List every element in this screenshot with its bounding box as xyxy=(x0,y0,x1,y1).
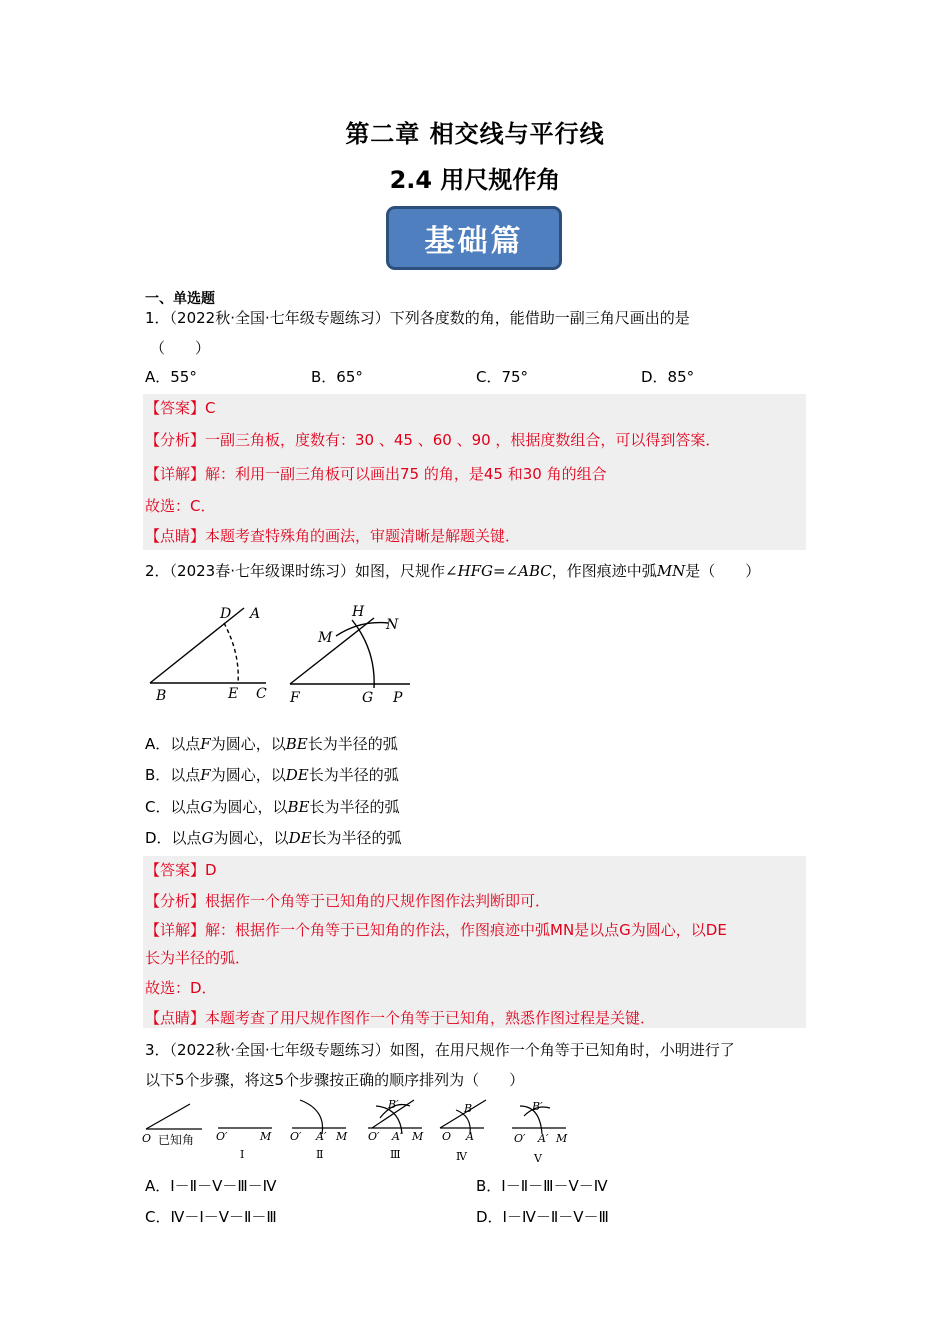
q2-stem-math: ∠HFG=∠ABC xyxy=(445,562,552,580)
q1-detail: 【详解】解：利用一副三角板可以画出75 的角，是45 和30 角的组合 xyxy=(145,465,607,483)
q2-choice: 故选：D． xyxy=(145,979,217,997)
q3-figure xyxy=(140,1096,580,1168)
q1-option-d: D．85° xyxy=(641,368,695,386)
q2-label-p: P xyxy=(393,690,403,706)
q2-stem-end: 是（ ） xyxy=(685,562,761,580)
q2-label-b: B xyxy=(156,688,167,704)
q2-ray-fh xyxy=(290,618,374,684)
q2-label-m: M xyxy=(318,630,333,646)
q1-stem: 1．（2022秋·全国·七年级专题练习）下列各度数的角，能借助一副三角尺画出的是 xyxy=(145,309,690,327)
q3-option-b: B．Ⅰ－Ⅱ－Ⅲ－Ⅴ－Ⅳ xyxy=(476,1177,608,1195)
q1-option-b: B．65° xyxy=(311,368,363,386)
q3-label-b4: B xyxy=(464,1102,473,1115)
section-heading: 一、单选题 xyxy=(145,291,215,307)
q3-label-known: 已知角 xyxy=(158,1133,195,1147)
q2-option-c: C．以点G为圆心，以BE长为半径的弧 xyxy=(145,798,400,816)
q3-label-o3: O′ xyxy=(368,1130,380,1143)
q3-step-2: Ⅱ xyxy=(316,1148,324,1161)
q2-label-c: C xyxy=(256,686,267,702)
q3-label-o1: O′ xyxy=(216,1130,228,1143)
q3-label-a5: A′ xyxy=(538,1132,549,1145)
q3-label-b5: B′ xyxy=(532,1100,543,1113)
q1-answer: 【答案】C xyxy=(145,399,216,417)
q1-stem-paren: （ ） xyxy=(150,339,211,357)
q3-step-5: Ⅴ xyxy=(534,1152,542,1165)
q3-step-1: Ⅰ xyxy=(240,1148,245,1161)
q3-stem: 3．（2022秋·全国·七年级专题练习）如图，在用尺规作一个角等于已知角时，小明进行了 xyxy=(145,1041,735,1059)
chapter-title: 第二章 相交线与平行线 xyxy=(345,120,605,148)
level-badge: 基础篇 xyxy=(386,206,562,270)
q2-label-n: N xyxy=(386,617,399,633)
q1-choice: 故选：C． xyxy=(145,497,216,515)
q3-label-b3: B′ xyxy=(388,1098,399,1111)
q2-figure xyxy=(140,598,430,713)
q2-stem-pre: 2．（2023春·七年级课时练习）如图，尺规作 xyxy=(145,562,445,580)
q2-comment: 【点睛】本题考查了用尺规作图作一个角等于已知角，熟悉作图过程是关键． xyxy=(145,1009,656,1027)
q3-option-a: A．Ⅰ－Ⅱ－Ⅴ－Ⅲ－Ⅳ xyxy=(145,1177,277,1195)
q3-label-a4: A xyxy=(466,1130,474,1143)
q3-option-c: C．Ⅳ－Ⅰ－Ⅴ－Ⅱ－Ⅲ xyxy=(145,1208,277,1226)
q3-label-o2: O′ xyxy=(290,1130,302,1143)
q2-label-d: D xyxy=(220,606,232,622)
q2-option-a: A．以点F为圆心，以BE长为半径的弧 xyxy=(145,735,398,753)
section-title: 2.4 用尺规作角 xyxy=(389,166,561,194)
q2-label-a: A xyxy=(250,606,261,622)
q3-step-4: Ⅳ xyxy=(456,1150,467,1163)
q2-label-e: E xyxy=(228,686,239,702)
q2-label-f: F xyxy=(290,690,300,706)
q3-step-3: Ⅲ xyxy=(390,1148,401,1161)
q2-arc-g xyxy=(352,620,374,688)
q3-label-m2: M xyxy=(336,1130,348,1143)
q2-analysis: 【分析】根据作一个角等于已知角的尺规作图作法判断即可． xyxy=(145,892,551,910)
q2-stem-mn: MN xyxy=(656,562,686,580)
q2-stem xyxy=(145,561,760,581)
q3-label-m1: M xyxy=(260,1130,272,1143)
q2-detail-cont: 长为半径的弧． xyxy=(145,949,251,967)
q1-option-a: A．55° xyxy=(145,368,197,386)
q3-label-a3: A′ xyxy=(392,1130,403,1143)
q3-label-o5: O′ xyxy=(514,1132,526,1145)
q2-detail: 【详解】解：根据作一个角等于已知角的作法，作图痕迹中弧MN是以点G为圆心，以DE xyxy=(145,921,727,939)
q2-answer-box xyxy=(143,856,806,1028)
q2-label-g: G xyxy=(362,690,374,706)
q3-label-m5: M xyxy=(556,1132,568,1145)
q3-label-m3: M xyxy=(412,1130,424,1143)
q3-label-o: O xyxy=(142,1132,152,1145)
q1-comment: 【点睛】本题考查特殊角的画法，审题清晰是解题关键． xyxy=(145,527,521,545)
q1-analysis: 【分析】一副三角板，度数有：30 、45 、60 、90 ，根据度数组合，可以得到答案． xyxy=(145,431,721,449)
q3-option-d: D．Ⅰ－Ⅳ－Ⅱ－Ⅴ－Ⅲ xyxy=(476,1208,609,1226)
q2-label-h: H xyxy=(352,604,365,620)
q2-dashed-arc-de xyxy=(224,623,238,683)
q3-stem-cont: 以下5个步骤，将这5个步骤按正确的顺序排列为（ ） xyxy=(145,1071,525,1089)
q2-option-d: D．以点G为圆心，以DE长为半径的弧 xyxy=(145,829,402,847)
q2-answer: 【答案】D xyxy=(145,861,217,879)
q3-label-a2: A′ xyxy=(316,1130,327,1143)
q3-label-o4: O xyxy=(442,1130,452,1143)
q1-option-c: C．75° xyxy=(476,368,529,386)
q2-option-b: B．以点F为圆心，以DE长为半径的弧 xyxy=(145,766,399,784)
q2-stem-post: ，作图痕迹中弧 xyxy=(551,562,657,580)
q1-answer-box xyxy=(143,394,806,550)
